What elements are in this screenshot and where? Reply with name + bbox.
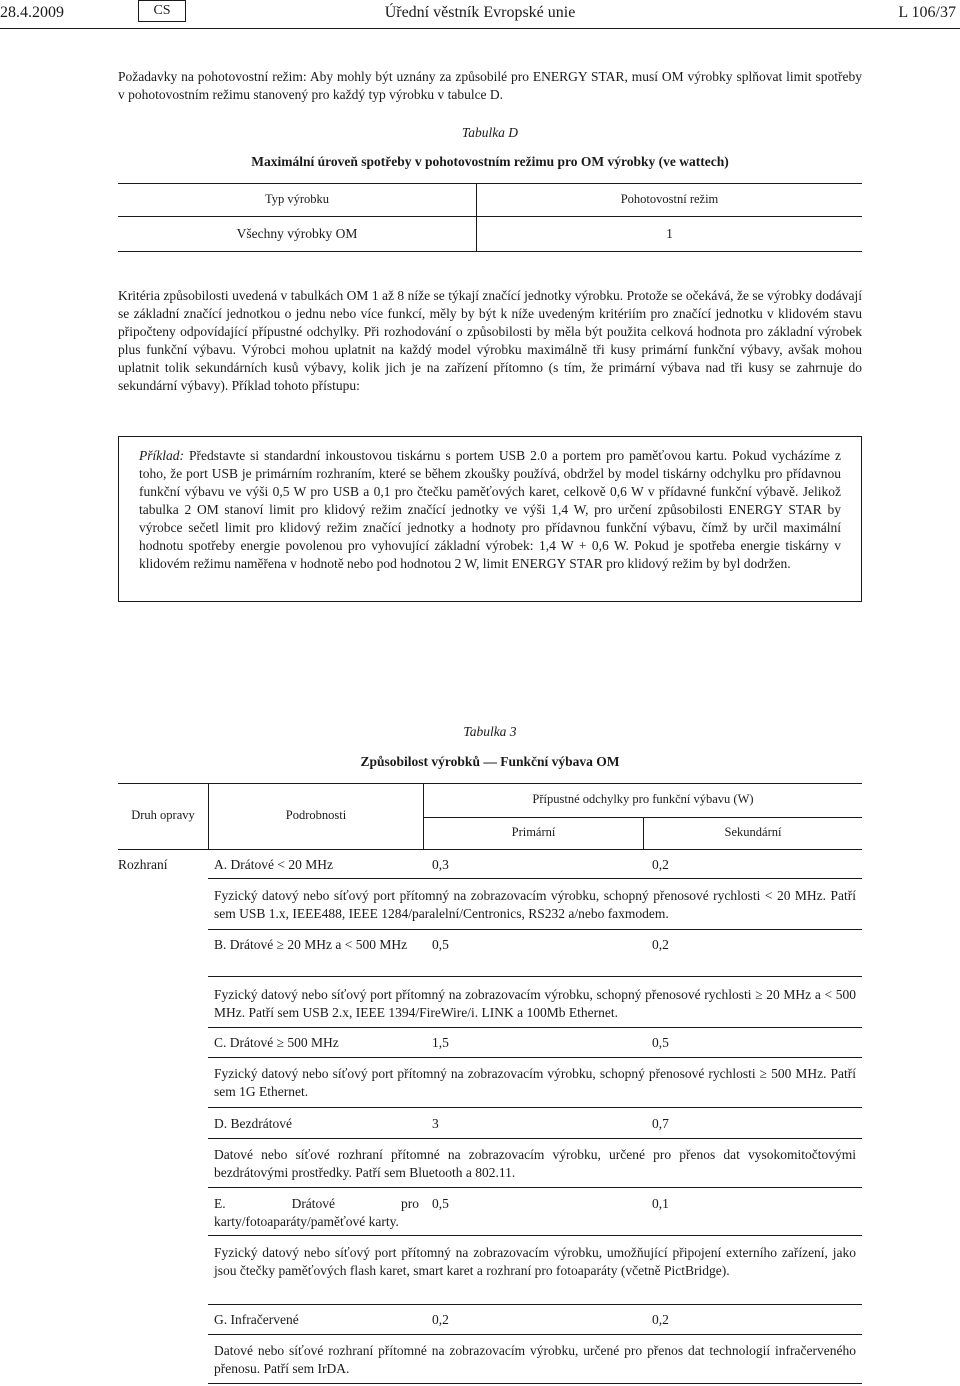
row-d-primary: 3 xyxy=(432,1116,439,1131)
row-b-name: B. Drátové ≥ 20 MHz a < 500 MHz xyxy=(214,937,408,952)
row-g-secondary: 0,2 xyxy=(652,1312,669,1327)
header-details: Podrobnosti xyxy=(285,808,347,822)
row-d-desc: Datové nebo síťové rozhraní přítomné na zobrazovacím výrobku, určené pro přenos dat vysokomitočtovými bezdrátovými prostředky. Patří sem Bluetooth a 802.11. xyxy=(214,1147,856,1180)
row-g-bottom-rule xyxy=(208,1383,862,1384)
row-c-secondary: 0,5 xyxy=(652,1035,669,1050)
row-d-rule xyxy=(208,1138,862,1139)
table-3-top-rule xyxy=(118,783,862,784)
row-g-primary: 0,2 xyxy=(432,1312,449,1327)
row-a-name: A. Drátové < 20 MHz xyxy=(214,857,333,872)
row-a-secondary: 0,2 xyxy=(652,857,669,872)
table-d-bottom-rule xyxy=(118,251,862,252)
table-3-header-rule xyxy=(118,849,862,850)
table-d-top-rule xyxy=(118,183,862,184)
header-repair-type: Druh opravy xyxy=(131,808,195,822)
header-allowance: Přípustné odchylky pro funkční výbavu (W) xyxy=(532,792,754,806)
header-date: 28.4.2009 xyxy=(0,4,64,21)
table-d-row-value: 1 xyxy=(666,226,673,241)
row-c-rule xyxy=(208,1057,862,1058)
row-b-desc: Fyzický datový nebo síťový port přítomný na zobrazovacím výrobku, schopný přenosové rychlosti ≥ 20 MHz a < 500 MHz. Patří sem USB 2.x, IEEE 1394/FireWire/i. LINK a 100Mb Ethernet. xyxy=(214,987,856,1020)
table-d-header-rule xyxy=(118,216,862,217)
row-g-rule xyxy=(208,1334,862,1335)
row-a-primary: 0,3 xyxy=(432,857,449,872)
category-interface: Rozhraní xyxy=(118,857,168,872)
row-e-primary: 0,5 xyxy=(432,1196,449,1211)
row-c-primary: 1,5 xyxy=(432,1035,449,1050)
row-c-bottom-rule xyxy=(208,1107,862,1108)
example-text xyxy=(139,447,841,573)
row-a-bottom-rule xyxy=(208,929,862,930)
row-b-rule xyxy=(208,976,862,977)
row-g-name: G. Infračervené xyxy=(214,1312,299,1327)
table-d-row-type: Všechny výrobky OM xyxy=(236,226,358,241)
page-reference: L 106/37 xyxy=(898,4,956,21)
row-b-bottom-rule xyxy=(208,1027,862,1028)
row-g-desc: Datové nebo síťové rozhraní přítomné na zobrazovacím výrobku, určené pro přenos dat technologií infračerveného přenosu. Patří sem IrDA. xyxy=(214,1343,856,1376)
row-b-primary: 0,5 xyxy=(432,937,449,952)
header-rule xyxy=(0,28,960,29)
row-a-desc: Fyzický datový nebo síťový port přítomný na zobrazovacím výrobku, schopný přenosové rychlosti < 20 MHz. Patří sem USB 1.x, IEEE488, IEEE 1284/paralelní/Centronics, RS232 a/nebo faxmodem. xyxy=(214,888,856,921)
row-b-secondary: 0,2 xyxy=(652,937,669,952)
criteria-paragraph: Kritéria způsobilosti uvedená v tabulkách OM 1 až 8 níže se týkají značící jednotky výrobku. Protože se očekává, že se výrobky dodávají se základní značící jednotkou o jednu nebo více funkcí, měly by být k níže uvedeným kritériím pro značící jednotku v klidovém stavu připočteny odpovídající přípustné odchylky. Při rozhodování o způsobilosti by měla být použita celková hodnota pro základní výrobek plus funkční výbavu. Výrobci mohou uplatnit na každý model výrobku maximálně tři kusy primární funkční výbavy, avšak mohou uplatnit tolik sekundárních kusů výbavy, kolik jich je na zařízení přítomno (s tím, že primární výbava nad tři kusy se zahrnuje do sekundární výbavy). Příklad tohoto přístupu: xyxy=(118,288,862,393)
example-label: Příklad: xyxy=(139,448,184,463)
table-d-title: Maximální úroveň spotřeby v pohotovostním režimu pro OM výrobky (ve wattech) xyxy=(251,154,729,169)
header-primary: Primární xyxy=(511,825,556,839)
table-3-subheader-rule xyxy=(423,817,862,818)
header-secondary: Sekundární xyxy=(724,825,782,839)
row-e-name: E. Drátové pro karty/fotoaparáty/paměťové karty. xyxy=(214,1196,419,1229)
table-d-header-standby: Pohotovostní režim xyxy=(620,192,719,206)
table-3-title: Způsobilost výrobků — Funkční výbava OM xyxy=(360,754,620,769)
journal-title: Úřední věstník Evropské unie xyxy=(384,4,576,21)
row-d-name: D. Bezdrátové xyxy=(214,1116,292,1131)
language-badge: CS xyxy=(138,0,186,22)
row-d-bottom-rule xyxy=(208,1187,862,1188)
table-3-label: Tabulka 3 xyxy=(463,724,517,739)
table-d-header-type: Typ výrobku xyxy=(264,192,330,206)
example-box xyxy=(118,436,862,602)
row-e-desc: Fyzický datový nebo síťový port přítomný na zobrazovacím výrobku, umožňující připojení externího zařízení, jako jsou čtečky paměťových flash karet, smart karet a rozhraní pro fotoaparáty (včetně PictBridge). xyxy=(214,1245,856,1278)
row-e-bottom-rule xyxy=(208,1304,862,1305)
intro-paragraph: Požadavky na pohotovostní režim: Aby mohly být uznány za způsobilé pro ENERGY STAR, musí OM výrobky splňovat limit spotřeby v pohotovostním režimu stanovený pro každý typ výrobku v tabulce D. xyxy=(118,69,862,102)
row-c-name: C. Drátové ≥ 500 MHz xyxy=(214,1035,339,1050)
row-c-desc: Fyzický datový nebo síťový port přítomný na zobrazovacím výrobku, schopný přenosové rychlosti ≥ 500 MHz. Patří sem 1G Ethernet. xyxy=(214,1066,856,1099)
row-d-secondary: 0,7 xyxy=(652,1116,669,1131)
row-a-rule xyxy=(208,878,862,879)
table-d-label: Tabulka D xyxy=(461,125,519,140)
row-e-secondary: 0,1 xyxy=(652,1196,669,1211)
example-body: Představte si standardní inkoustovou tiskárnu s portem USB 2.0 a portem pro paměťovou kartu. Pokud vycházíme z toho, že port USB je primárním rozhraním, které se během zkoušky používá, obdržel by model tiskárny odchylku pro přídavnou funkční výbavu ve výši 0,5 W pro USB a 0,1 pro čtečku paměťových karet, celkově 0,6 W v přídavné funkční výbavě. Jelikož tabulka 2 OM stanoví limit pro klidový režim značící jednotky ve výši 1,4 W, pro určení způsobilosti ENERGY STAR by výrobce sečetl limit pro klidový režim značící jednotky a hodnoty pro přídavnou funkční výbavu, čímž by určil maximální hodnotu spotřeby energie povolenou pro vyhovující základní výrobek: 1,4 W + 0,6 W. Pokud je spotřeba energie tiskárny v klidovém režimu naměřena v hodnotě nebo pod hodnotou 2 W, limit ENERGY STAR pro klidový režim by byl dodržen. xyxy=(139,448,841,571)
row-e-rule xyxy=(208,1235,862,1236)
